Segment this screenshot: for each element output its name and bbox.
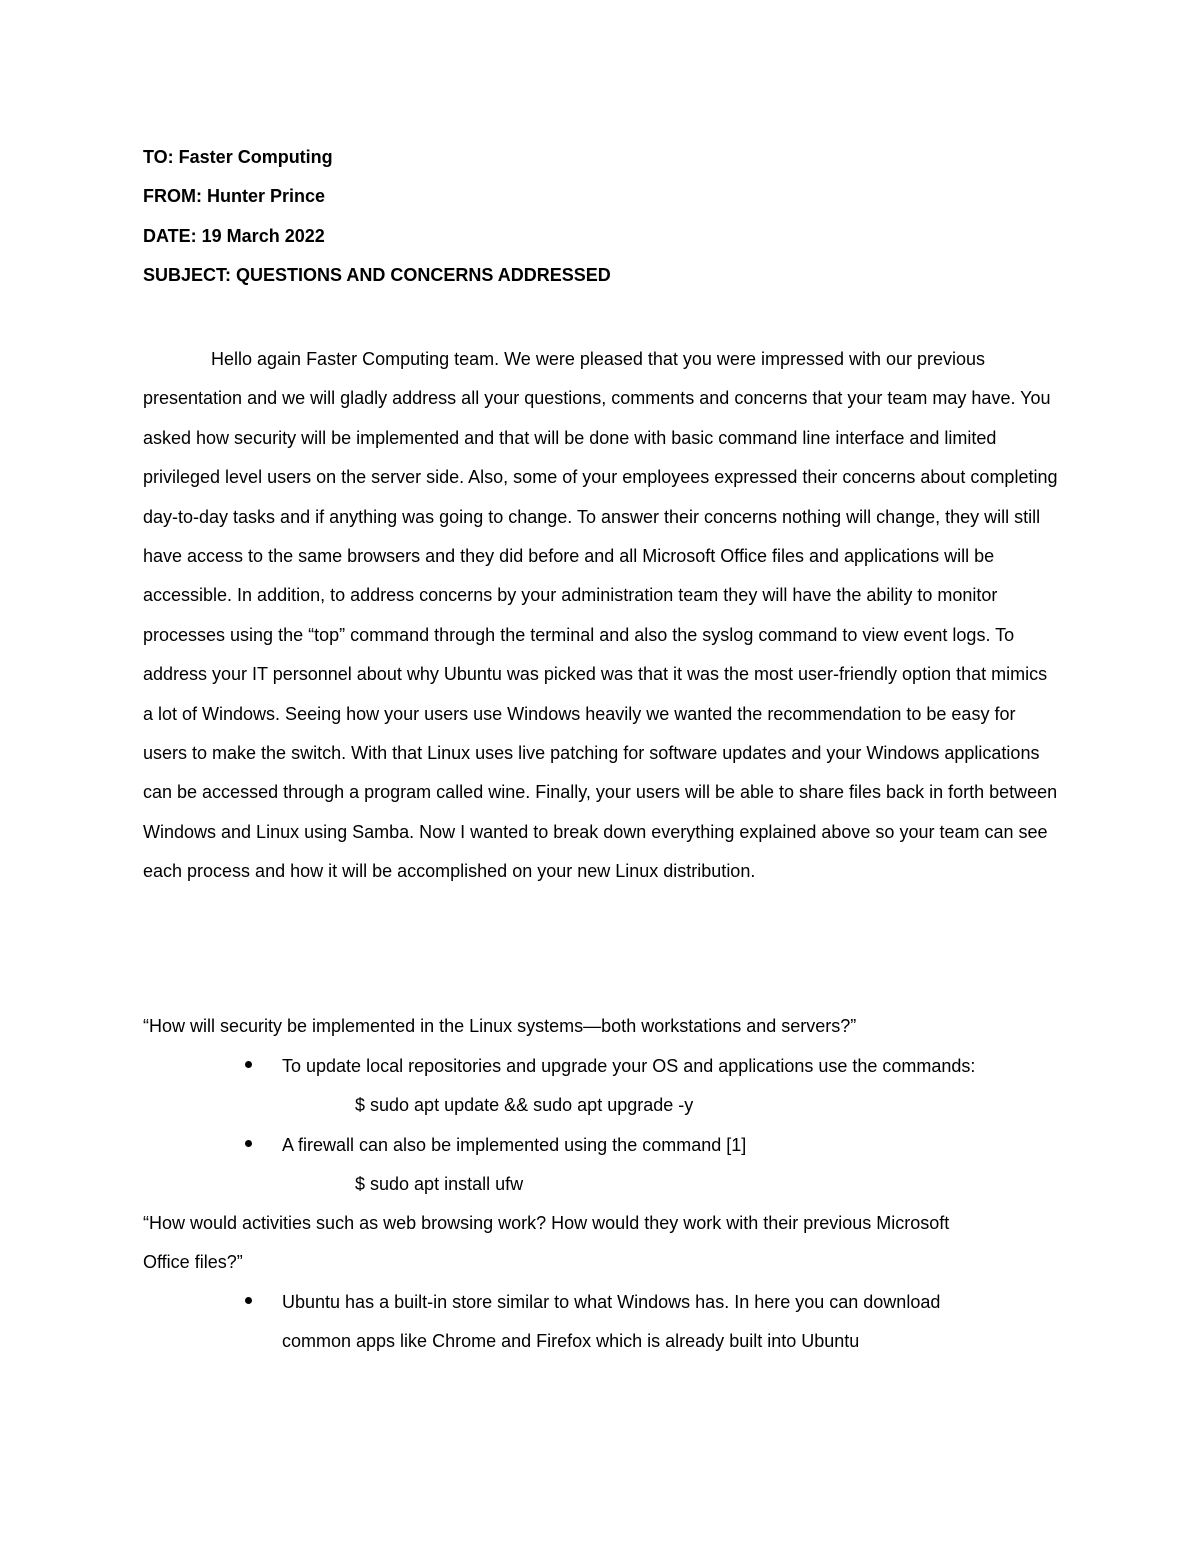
bullet-icon: [245, 1140, 252, 1147]
memo-date: DATE: 19 March 2022: [143, 226, 325, 246]
bullet-icon: [245, 1297, 252, 1304]
list-item-ubuntu-store: Ubuntu has a built-in store similar to what Windows has. In here you can download: [282, 1292, 941, 1312]
command-install-ufw: $ sudo apt install ufw: [355, 1174, 524, 1194]
memo-from: FROM: Hunter Prince: [143, 186, 326, 206]
question-web-browsing-continued: Office files?”: [143, 1252, 243, 1272]
memo-subject: SUBJECT: QUESTIONS AND CONCERNS ADDRESSED: [143, 265, 611, 285]
memo-to: TO: Faster Computing: [143, 147, 333, 167]
list-item-update-repos: To update local repositories and upgrade your OS and applications use the commands:: [282, 1056, 976, 1076]
bullet-icon: [245, 1061, 252, 1068]
list-item-ubuntu-store-continued: common apps like Chrome and Firefox which is already built into Ubuntu: [282, 1331, 860, 1351]
list-item-firewall: A firewall can also be implemented using the command [1]: [282, 1135, 747, 1155]
command-apt-upgrade: $ sudo apt update && sudo apt upgrade -y: [355, 1095, 694, 1115]
body-paragraph: Hello again Faster Computing team. We were pleased that you were impressed with our previous presentation and we will gladly address all your questions, comments and concerns that your team may have. You asked how security will be implemented and that will be done with basic command line interface and limited privileged level users on the server side. Also, some of your employees expressed their concerns about completing day-to-day tasks and if anything was going to change. To answer their concerns nothing will change, they will still have access to the same browsers and they did before and all Microsoft Office files and applications will be accessible. In addition, to address concerns by your administration team they will have the ability to monitor processes using the “top” command through the terminal and also the syslog command to view event logs. To address your IT personnel about why Ubuntu was picked was that it was the most user-friendly option that mimics a lot of Windows. Seeing how your users use Windows heavily we wanted the recommendation to be easy for users to make the switch. With that Linux uses live patching for software updates and your Windows applications can be accessed through a program called wine. Finally, your users will be able to share files back in forth between Windows and Linux using Samba. Now I wanted to break down everything explained above so your team can see each process and how it will be accomplished on your new Linux distribution.: [143, 349, 1058, 882]
question-security: “How will security be implemented in the Linux systems—both workstations and servers?”: [143, 1016, 857, 1036]
question-web-browsing: “How would activities such as web browsing work? How would they work with their previous Microsoft: [143, 1213, 950, 1233]
